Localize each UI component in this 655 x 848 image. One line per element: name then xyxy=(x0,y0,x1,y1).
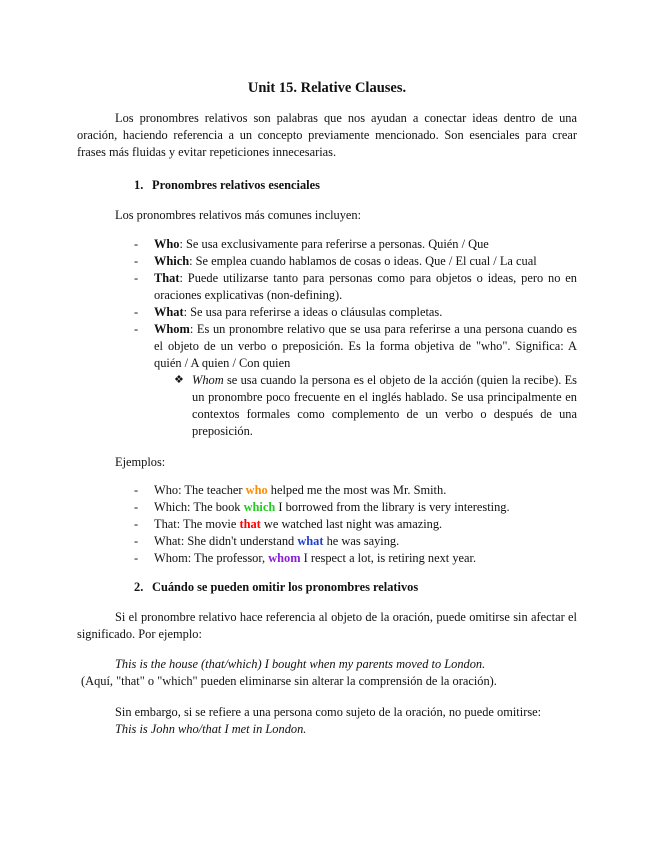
section-1-lead: Los pronombres relativos más comunes incluyen: xyxy=(115,208,362,222)
example-key: that xyxy=(239,517,261,531)
example-item-that xyxy=(77,516,577,533)
pronoun-item-whom xyxy=(77,321,577,372)
pronoun-item-which xyxy=(77,253,577,270)
pronoun-term: Whom xyxy=(154,322,190,336)
example-post: he was saying. xyxy=(323,534,400,548)
example-pre: That: The movie xyxy=(154,517,240,531)
whom-subnote xyxy=(77,372,577,440)
dash-bullet: - xyxy=(134,534,139,548)
example-item-whom xyxy=(77,550,577,567)
dash-bullet: - xyxy=(134,305,139,319)
example-pre: Which: The book xyxy=(154,500,244,514)
example-item-which xyxy=(77,499,577,516)
examples-list xyxy=(77,482,577,567)
example-key: who xyxy=(245,483,268,497)
dash-bullet: - xyxy=(134,237,139,251)
section-2-title: Cuándo se pueden omitir los pronombres relativos xyxy=(152,580,419,594)
section-1-heading xyxy=(134,177,320,194)
omission-example-1-note: (Aquí, "that" o "which" pueden eliminarse sin alterar la comprensión de la oración). xyxy=(81,674,497,688)
pronoun-desc: : Es un pronombre relativo que se usa para referirse a una persona cuando es el objeto de un verbo o preposición. Es la forma objetiva de "who". Significa: A quién / A quien / Con quien xyxy=(154,322,577,370)
document-title: Unit 15. Relative Clauses. xyxy=(247,80,407,96)
pronoun-desc: : Se usa para referirse a ideas o cláusulas completas. xyxy=(183,305,443,319)
intro-paragraph: Los pronombres relativos son palabras que nos ayudan a conectar ideas dentro de una oración, haciendo referencia a un concepto previamente mencionado. Son esenciales para crear frases más fluidas y evitar repeticiones innecesarias. xyxy=(77,111,577,159)
omission-example-1: This is the house (that/which) I bought when my parents moved to London. xyxy=(115,657,486,671)
pronoun-item-that xyxy=(77,270,577,304)
pronoun-desc: : Se usa exclusivamente para referirse a personas. Quién / Que xyxy=(179,237,489,251)
example-pre: What: She didn't understand xyxy=(154,534,298,548)
pronoun-list xyxy=(77,236,577,440)
pronoun-item-who xyxy=(77,236,577,253)
pronoun-item-what xyxy=(77,304,577,321)
example-post: I borrowed from the library is very interesting. xyxy=(275,500,510,514)
pronoun-term: What xyxy=(154,305,184,319)
subnote-term: Whom xyxy=(192,373,224,387)
section-1-number: 1. xyxy=(134,178,144,192)
example-key: which xyxy=(243,500,276,514)
dash-bullet: - xyxy=(134,517,139,531)
example-post: helped me the most was Mr. Smith. xyxy=(267,483,447,497)
pronoun-desc: : Se emplea cuando hablamos de cosas o ideas. Que / El cual / La cual xyxy=(189,254,537,268)
section-2-paragraph-2: Sin embargo, si se refiere a una persona como sujeto de la oración, no puede omitirse: xyxy=(115,705,542,719)
dash-bullet: - xyxy=(134,483,139,497)
example-key: whom xyxy=(268,551,301,565)
pronoun-desc: : Puede utilizarse tanto para personas como para objetos o ideas, pero no en oraciones explicativas (non-defining). xyxy=(154,271,577,302)
subnote-text: se usa cuando la persona es el objeto de la acción (quien la recibe). Es un pronombre poco frecuente en el inglés hablado. Se usa principalmente en contextos formales como complemento de un verbo o después de una preposición. xyxy=(192,373,577,438)
dash-bullet: - xyxy=(134,500,139,514)
example-item-what xyxy=(77,533,577,550)
example-key: what xyxy=(297,534,324,548)
pronoun-term: Who xyxy=(154,237,180,251)
section-2-heading xyxy=(134,579,418,596)
example-post: we watched last night was amazing. xyxy=(260,517,443,531)
examples-label: Ejemplos: xyxy=(115,455,166,469)
diamond-bullet-icon: ❖ xyxy=(174,374,184,386)
example-post: I respect a lot, is retiring next year. xyxy=(300,551,477,565)
pronoun-term: Which xyxy=(154,254,190,268)
example-pre: Whom: The professor, xyxy=(154,551,269,565)
section-2-number: 2. xyxy=(134,580,144,594)
dash-bullet: - xyxy=(134,551,139,565)
section-1-title: Pronombres relativos esenciales xyxy=(152,178,320,192)
example-item-who xyxy=(77,482,577,499)
pronoun-term: That xyxy=(154,271,180,285)
dash-bullet: - xyxy=(134,254,139,268)
example-pre: Who: The teacher xyxy=(154,483,246,497)
omission-example-2: This is John who/that I met in London. xyxy=(115,722,307,736)
dash-bullet: - xyxy=(134,271,139,285)
section-2-paragraph-1: Si el pronombre relativo hace referencia al objeto de la oración, puede omitirse sin afectar el significado. Por ejemplo: xyxy=(77,610,577,641)
dash-bullet: - xyxy=(134,322,139,336)
